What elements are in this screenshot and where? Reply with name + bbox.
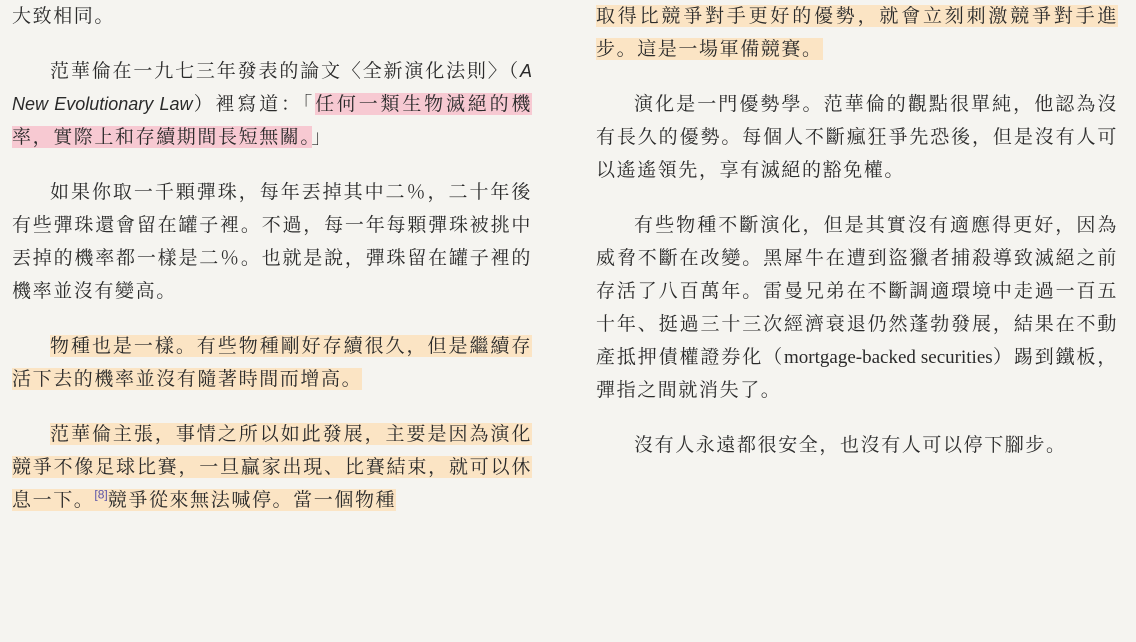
paragraph-text: 」 <box>311 126 333 148</box>
paragraph-text: 演化是一門優勢學。范華倫的觀點很單純，他認為沒有長久的優勢。每個人不斷瘋狂爭先恐後，但是沒有人可以遙遙領先，享有滅絕的豁免權。 <box>596 93 1118 181</box>
right-column <box>596 0 1118 484</box>
footnote-link[interactable]: [8] <box>94 487 108 502</box>
paragraph-text: 范華倫在一九七三年發表的論文〈全新演化法則〉（ <box>50 60 520 82</box>
left-column <box>12 0 532 539</box>
paragraph-text: 大致相同。 <box>12 5 116 27</box>
paragraph <box>12 418 532 517</box>
orange-highlight[interactable]: 物種也是一樣。有些物種剛好存續很久，但是繼續存活下去的機率並沒有隨著時間而增高。 <box>12 335 532 390</box>
paragraph-text: 范華倫主張，事情之所以如此發展，主要是因為演化競爭不像足球比賽，一旦贏家出現、比賽結束，就可以休息一下。 <box>12 423 532 511</box>
paragraph-text: 有些物種不斷演化，但是其實沒有適應得更好，因為威脅不斷在改變。黑犀牛在遭到盜獵者捕殺導致滅絕之前存活了八百萬年。雷曼兄弟在不斷調適環境中走過一百五十年、挺過三十三次經濟衰退仍然蓬勃發展，結果在不動產抵押債權證券化（ <box>596 214 1118 368</box>
paragraph <box>12 176 532 308</box>
paragraph <box>12 330 532 396</box>
paper-title-english: A New Evolutionary Law <box>12 61 532 114</box>
paragraph-text: 如果你取一千顆彈珠，每年丟掉其中二％，二十年後有些彈珠還會留在罐子裡。不過，每一年每顆彈珠被挑中丟掉的機率都一樣是二％。也就是說，彈珠留在罐子裡的機率並沒有變高。 <box>12 181 532 302</box>
orange-highlight[interactable]: 取得比競爭對手更好的優勢，就會立刻刺激競爭對手進步。這是一場軍備競賽。 <box>596 5 1118 60</box>
paragraph-text: ）踢到鐵板，彈指之間就消失了。 <box>596 346 1118 401</box>
english-term: mortgage-backed securities <box>784 347 993 368</box>
paragraph <box>596 429 1118 462</box>
paragraph-text: ）裡寫道：「 <box>192 93 316 115</box>
paragraph <box>12 55 532 154</box>
paragraph-text: 競爭從來無法喊停。當一個物種 <box>107 489 397 511</box>
paragraph <box>596 88 1118 187</box>
paragraph <box>12 0 532 33</box>
paragraph <box>596 209 1118 407</box>
pink-highlight[interactable]: 任何一類生物滅絕的機率，實際上和存續期間長短無關。 <box>12 93 532 148</box>
paragraph-text: 沒有人永遠都很安全，也沒有人可以停下腳步。 <box>634 434 1067 456</box>
paragraph <box>596 0 1118 66</box>
orange-highlight[interactable] <box>12 423 532 511</box>
